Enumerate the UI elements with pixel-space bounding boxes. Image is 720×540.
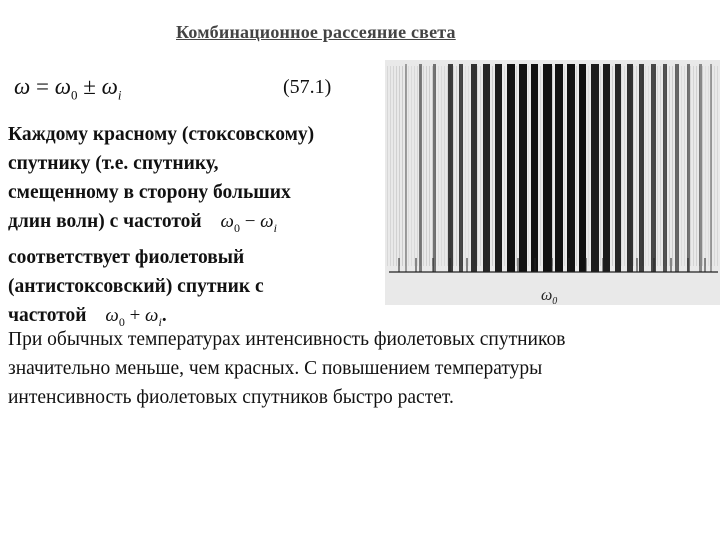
- text-line: значительно меньше, чем красных. С повышением температуры: [8, 358, 543, 379]
- texture-stripe: [600, 66, 601, 266]
- texture-stripe: [684, 66, 685, 266]
- texture-stripe: [702, 66, 703, 266]
- spectral-line: [591, 64, 599, 272]
- spectral-line: [531, 64, 538, 272]
- spectral-line: [699, 64, 702, 272]
- spectral-line: [555, 64, 563, 272]
- texture-stripe: [636, 66, 637, 266]
- texture-stripe: [708, 66, 709, 266]
- text-line: спутнику (т.е. спутнику,: [8, 153, 219, 174]
- texture-stripe: [714, 66, 715, 266]
- spectral-line: [710, 64, 712, 272]
- page-title: Комбинационное рассеяние света: [176, 22, 456, 42]
- texture-stripe: [648, 66, 649, 266]
- text-segment: частотой: [8, 304, 87, 326]
- texture-stripe: [387, 66, 388, 266]
- equation-number: (57.1): [283, 76, 332, 98]
- text-line: (антистоксовский) спутник с: [8, 275, 264, 297]
- subscript-i: i: [273, 220, 277, 235]
- texture-stripe: [612, 66, 613, 266]
- spectrum-image: [385, 60, 720, 305]
- texture-stripe: [390, 66, 391, 266]
- spectral-line: [579, 64, 586, 272]
- texture-stripe: [690, 66, 691, 266]
- spectral-line: [639, 64, 644, 272]
- plus-sign: +: [124, 304, 146, 326]
- texture-stripe: [396, 66, 397, 266]
- spectral-line: [507, 64, 515, 272]
- spectral-line: [433, 64, 436, 272]
- spectral-line: [543, 64, 552, 272]
- omega-symbol: ω: [105, 304, 119, 326]
- spectral-line: [567, 64, 575, 272]
- omega-symbol: ω: [220, 211, 234, 232]
- spectral-line: [687, 64, 690, 272]
- texture-stripe: [660, 66, 661, 266]
- texture-stripe: [447, 66, 448, 266]
- spectral-line: [495, 64, 502, 272]
- text-line: При обычных температурах интенсивность фиолетовых спутников: [8, 329, 566, 350]
- spectral-line: [448, 64, 453, 272]
- texture-stripe: [456, 66, 457, 266]
- spectral-line: [627, 64, 633, 272]
- subscript-zero: 0: [233, 220, 240, 235]
- texture-stripe: [393, 66, 394, 266]
- text-line: [8, 207, 388, 243]
- texture-stripe: [492, 66, 493, 266]
- texture-stripe: [576, 66, 577, 266]
- texture-stripe: [453, 66, 454, 266]
- texture-stripe: [414, 66, 415, 266]
- spectral-line: [615, 64, 621, 272]
- texture-stripe: [468, 66, 469, 266]
- texture-stripe: [402, 66, 403, 266]
- spectral-line: [651, 64, 656, 272]
- omega-symbol: ω: [260, 211, 274, 232]
- spectral-line: [459, 64, 463, 272]
- equals-sign: =: [30, 74, 55, 99]
- texture-stripe: [432, 66, 433, 266]
- text-line: Каждому красному (стоксовскому): [8, 124, 315, 145]
- texture-stripe: [399, 66, 400, 266]
- omega-symbol: ω: [14, 74, 31, 99]
- texture-stripe: [465, 66, 466, 266]
- plus-minus-sign: ±: [77, 74, 102, 99]
- minus-sign: −: [239, 211, 261, 232]
- text-line: соответствует фиолетовый: [8, 246, 245, 268]
- spectral-line: [519, 64, 527, 272]
- texture-stripe: [477, 66, 478, 266]
- text-line: интенсивность фиолетовых спутников быстро растет.: [8, 387, 454, 408]
- texture-stripe: [423, 66, 424, 266]
- texture-stripe: [693, 66, 694, 266]
- texture-stripe: [411, 66, 412, 266]
- subscript-i: i: [158, 314, 162, 329]
- texture-stripe: [417, 66, 418, 266]
- text-segment: длин волн) с частотой: [8, 211, 202, 232]
- spectral-line: [483, 64, 490, 272]
- texture-stripe: [705, 66, 706, 266]
- texture-stripe: [621, 66, 622, 266]
- texture-stripe: [504, 66, 505, 266]
- texture-stripe: [480, 66, 481, 266]
- texture-stripe: [645, 66, 646, 266]
- texture-stripe: [624, 66, 625, 266]
- subscript-zero: 0: [118, 314, 125, 329]
- texture-stripe: [438, 66, 439, 266]
- texture-stripe: [516, 66, 517, 266]
- spectrum-label: $\omega_0$: [541, 287, 558, 305]
- omega-symbol: ω: [54, 74, 71, 99]
- texture-stripe: [657, 66, 658, 266]
- spectral-line: [419, 64, 422, 272]
- stokes-paragraph: [8, 120, 388, 337]
- period: .: [161, 304, 167, 326]
- texture-stripe: [444, 66, 445, 266]
- red-frequency-formula: [221, 207, 277, 243]
- raman-spectrum-photo: [385, 60, 720, 305]
- texture-stripe: [552, 66, 553, 266]
- text-line: смещенному в сторону больших: [8, 182, 291, 203]
- texture-stripe: [426, 66, 427, 266]
- texture-stripe: [633, 66, 634, 266]
- texture-stripe: [528, 66, 529, 266]
- texture-stripe: [669, 66, 670, 266]
- texture-stripe: [696, 66, 697, 266]
- texture-stripe: [441, 66, 442, 266]
- texture-stripe: [408, 66, 409, 266]
- texture-stripe: [717, 66, 718, 266]
- spectral-line: [675, 64, 679, 272]
- texture-stripe: [564, 66, 565, 266]
- texture-stripe: [588, 66, 589, 266]
- formula-57-1: [14, 74, 121, 104]
- temperature-paragraph: [8, 325, 708, 412]
- texture-stripe: [681, 66, 682, 266]
- spectral-line: [663, 64, 667, 272]
- omega-symbol: ω: [101, 74, 118, 99]
- spectral-line: [603, 64, 610, 272]
- spectral-line: [471, 64, 477, 272]
- texture-stripe: [540, 66, 541, 266]
- subscript-i: i: [117, 87, 122, 103]
- subscript-zero: 0: [70, 87, 78, 103]
- texture-stripe: [672, 66, 673, 266]
- texture-stripe: [429, 66, 430, 266]
- spectral-line: [405, 64, 407, 272]
- omega-symbol: ω: [145, 304, 159, 326]
